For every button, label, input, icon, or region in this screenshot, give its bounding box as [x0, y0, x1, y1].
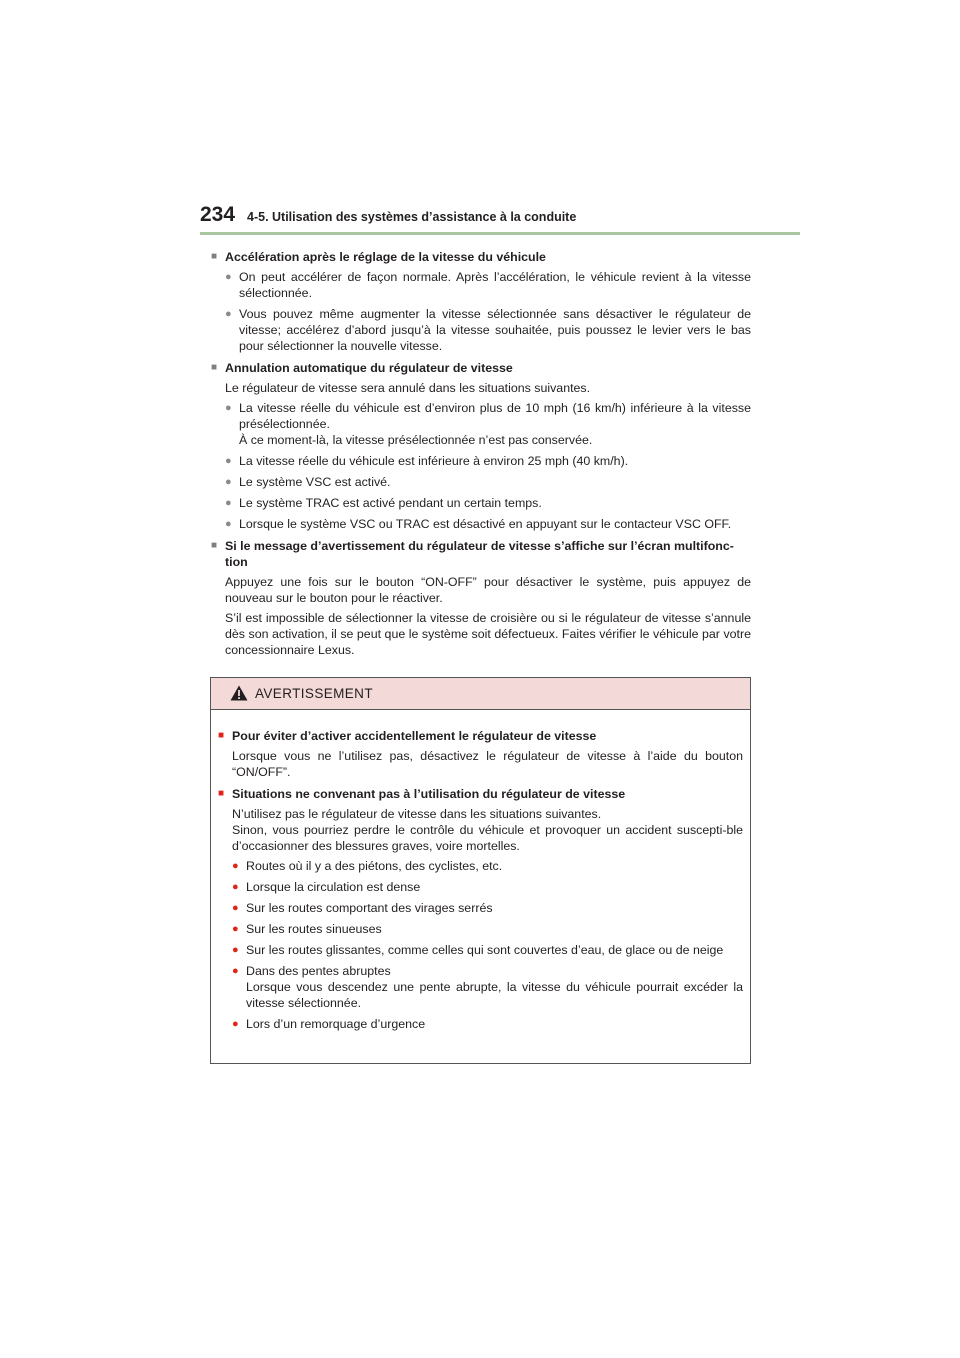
circle-bullet-icon: ● — [225, 271, 232, 283]
page-number: 234 — [200, 203, 236, 226]
warning-heading — [218, 786, 743, 802]
circle-bullet-icon: ● — [225, 476, 232, 488]
circle-bullet-icon: ● — [232, 923, 239, 935]
item-text: Lorsque la circulation est dense — [246, 880, 421, 894]
list-item — [211, 400, 751, 448]
item-text: Routes où il y a des piétons, des cyclistes, etc. — [246, 859, 503, 873]
item-text: Dans des pentes abruptes — [246, 964, 391, 978]
section-heading — [211, 360, 751, 376]
list-item — [218, 921, 743, 937]
item-text: Lors d’un remorquage d’urgence — [246, 1017, 426, 1031]
list-item — [218, 942, 743, 958]
list-item — [211, 269, 751, 301]
circle-bullet-icon: ● — [225, 455, 232, 467]
square-icon: ■ — [211, 251, 218, 262]
circle-bullet-icon: ● — [232, 860, 239, 872]
paragraph — [232, 806, 743, 854]
circle-bullet-icon: ● — [232, 944, 239, 956]
circle-bullet-icon: ● — [225, 308, 232, 320]
circle-bullet-icon: ● — [225, 518, 232, 530]
circle-bullet-icon: ● — [225, 402, 232, 414]
list-item — [218, 858, 743, 874]
circle-bullet-icon: ● — [232, 965, 239, 977]
item-text: À ce moment-là, la vitesse présélectionnée n’est pas conservée. — [239, 433, 593, 447]
item-text: Sur les routes glissantes, comme celles qui sont couvertes d’eau, de glace ou de neige — [246, 943, 724, 957]
warning-box — [210, 677, 751, 1064]
list-item — [218, 1016, 743, 1032]
page-header — [200, 203, 800, 235]
list-item — [218, 900, 743, 916]
circle-bullet-icon: ● — [232, 881, 239, 893]
item-text: Lorsque le système VSC ou TRAC est désactivé en appuyant sur le contacteur VSC OFF. — [239, 517, 732, 531]
section-heading — [211, 249, 751, 265]
warning-heading — [218, 728, 743, 744]
circle-bullet-icon: ● — [232, 1018, 239, 1030]
item-text: Le système VSC est activé. — [239, 475, 391, 489]
warning-body — [211, 710, 750, 1032]
main-content — [211, 243, 751, 662]
list-item — [218, 963, 743, 1011]
item-text: Sur les routes sinueuses — [246, 922, 382, 936]
paragraph-line: N’utilisez pas le régulateur de vitesse dans les situations suivantes. — [232, 807, 602, 821]
heading-text: Si le message d’avertissement du régulateur de vitesse s’affiche sur l’écran multifonc-tion — [225, 539, 734, 569]
paragraph: Le régulateur de vitesse sera annulé dans les situations suivantes. — [225, 381, 591, 395]
item-text: On peut accélérer de façon normale. Après l’accélération, le véhicule revient à la vitesse sélectionnée. — [239, 270, 751, 300]
list-item — [211, 474, 751, 490]
circle-bullet-icon: ● — [232, 902, 239, 914]
section-heading — [211, 538, 751, 570]
warning-title: AVERTISSEMENT — [255, 686, 373, 701]
list-item — [218, 879, 743, 895]
square-icon: ■ — [218, 788, 225, 799]
item-text: La vitesse réelle du véhicule est d’environ plus de 10 mph (16 km/h) inférieure à la vitesse présélectionnée. — [239, 401, 751, 431]
item-text: Lorsque vous descendez une pente abrupte, la vitesse du véhicule pourrait excéder la vitesse sélectionnée. — [246, 980, 743, 1010]
heading-text: Pour éviter d’activer accidentellement le régulateur de vitesse — [232, 729, 597, 743]
paragraph: Appuyez une fois sur le bouton “ON-OFF” pour désactiver le système, puis appuyez de nouveau sur le bouton pour le réactiver. — [225, 575, 751, 605]
paragraph-line: Sinon, vous pourriez perdre le contrôle du véhicule et provoquer un accident suscepti-ble d’occasionner des blessures graves, voire mortelles. — [232, 823, 743, 853]
list-item — [211, 306, 751, 354]
item-text: Le système TRAC est activé pendant un certain temps. — [239, 496, 542, 510]
square-icon: ■ — [218, 730, 225, 741]
list-item — [211, 516, 751, 532]
circle-bullet-icon: ● — [225, 497, 232, 509]
item-text: La vitesse réelle du véhicule est inférieure à environ 25 mph (40 km/h). — [239, 454, 629, 468]
item-text: Vous pouvez même augmenter la vitesse sélectionnée sans désactiver le régulateur de vitesse; accélérez d’abord jusqu’à la vitesse souhaitée, puis poussez le levier vers le bas pour sélectionner la nouvelle vitesse. — [239, 307, 751, 353]
list-item — [211, 453, 751, 469]
item-text: Sur les routes comportant des virages serrés — [246, 901, 493, 915]
warning-header — [211, 678, 750, 710]
heading-text: Accélération après le réglage de la vitesse du véhicule — [225, 250, 546, 264]
heading-text: Situations ne convenant pas à l’utilisation du régulateur de vitesse — [232, 787, 626, 801]
square-icon: ■ — [211, 362, 218, 373]
warning-triangle-icon — [230, 685, 248, 701]
heading-text: Annulation automatique du régulateur de vitesse — [225, 361, 513, 375]
paragraph: Lorsque vous ne l’utilisez pas, désactivez le régulateur de vitesse à l’aide du bouton “ON/OFF”. — [232, 749, 743, 779]
square-icon: ■ — [211, 540, 218, 551]
list-item — [211, 495, 751, 511]
header-rule — [200, 232, 800, 235]
paragraph: S’il est impossible de sélectionner la vitesse de croisière ou si le régulateur de vitesse s’annule dès son activation, il se peut que le système soit défectueux. Faites vérifier le véhicule par votre concessionnaire Lexus. — [225, 611, 751, 657]
section-title: 4-5. Utilisation des systèmes d’assistance à la conduite — [247, 210, 577, 224]
